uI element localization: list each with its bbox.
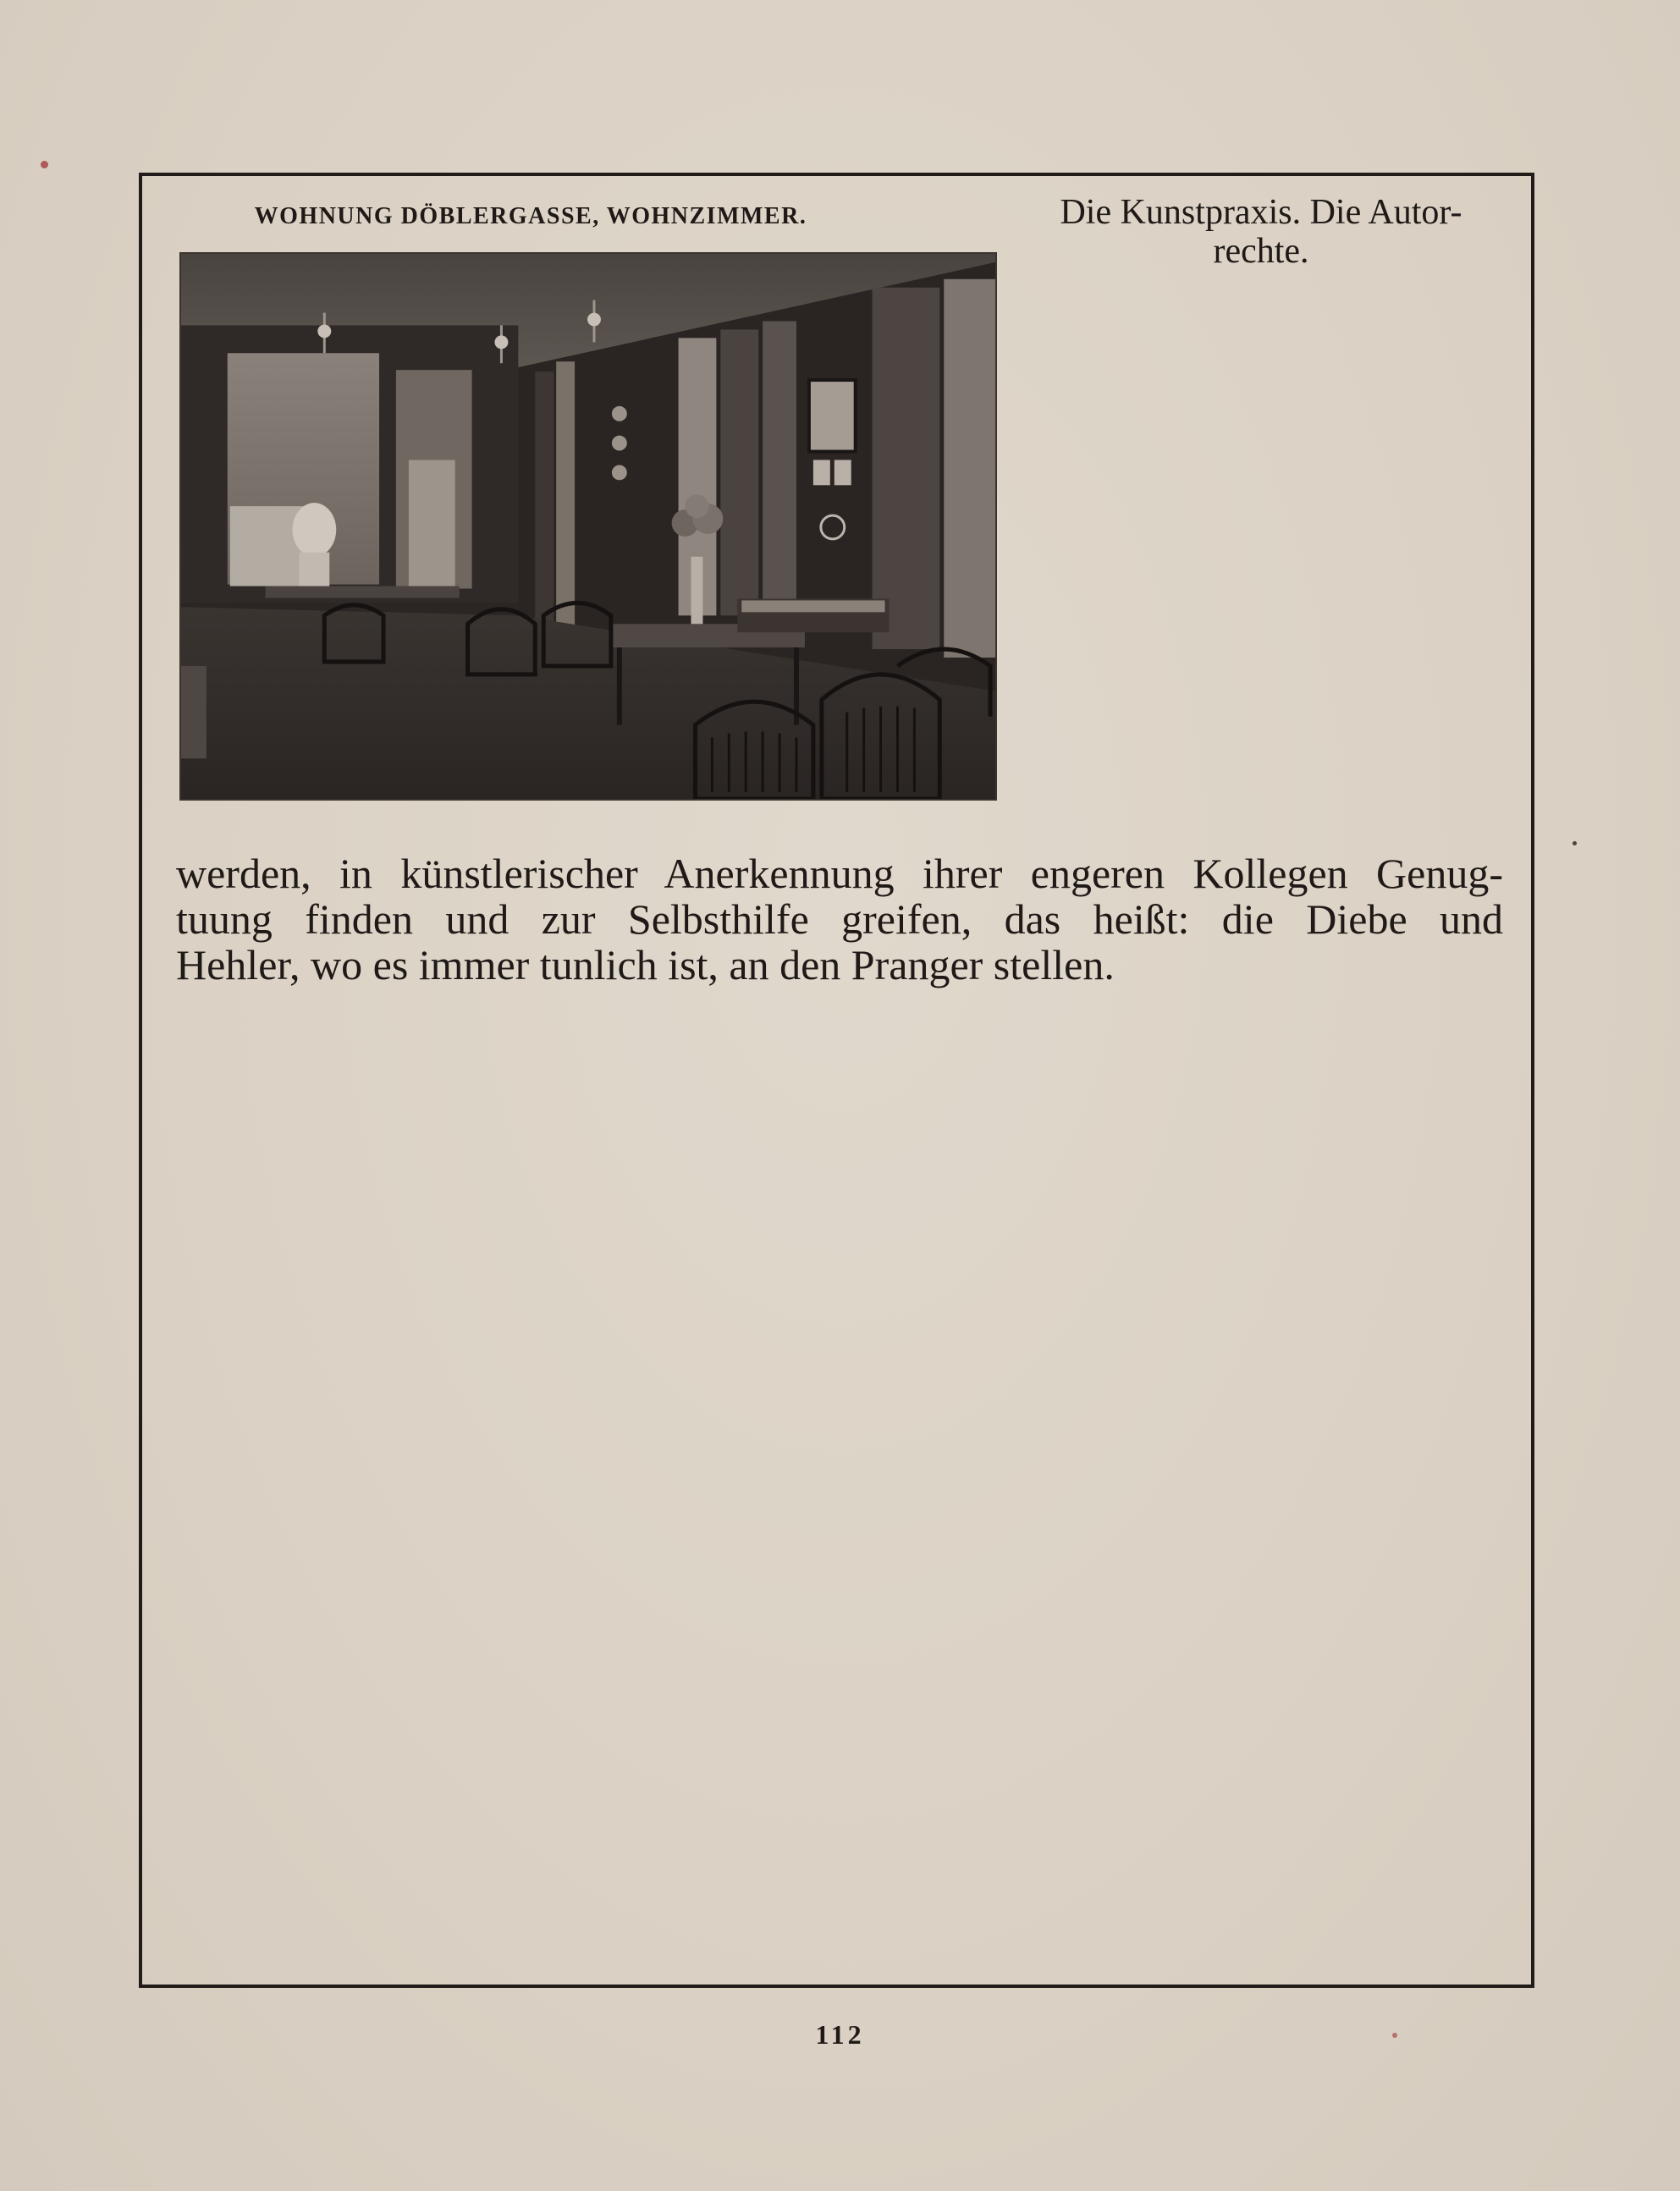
margin-heading xyxy=(1007,193,1515,271)
margin-heading-line-1: Die Kunstpraxis. Die Autor- xyxy=(1060,193,1462,232)
paper-speck xyxy=(1392,2033,1397,2038)
body-line: Hehler, wo es immer tunlich ist, an den Pranger stellen. xyxy=(176,941,1115,988)
interior-photo-drawing xyxy=(181,254,995,799)
paper-speck xyxy=(41,161,48,168)
paper-speck xyxy=(1573,841,1577,845)
photo-caption: WOHNUNG DÖBLERGASSE, WOHNZIMMER. xyxy=(254,203,807,229)
margin-heading-line-2: rechte. xyxy=(1213,232,1309,271)
body-paragraph xyxy=(176,851,1503,988)
interior-photograph xyxy=(179,252,997,801)
page-number: 112 xyxy=(815,2019,865,2050)
body-line: tuung finden und zur Selbsthilfe greifen, das heißt: die Diebe und xyxy=(176,895,1503,943)
body-line: werden, in künstlerischer Anerkennung ihrer engeren Kollegen Genug- xyxy=(176,850,1503,897)
